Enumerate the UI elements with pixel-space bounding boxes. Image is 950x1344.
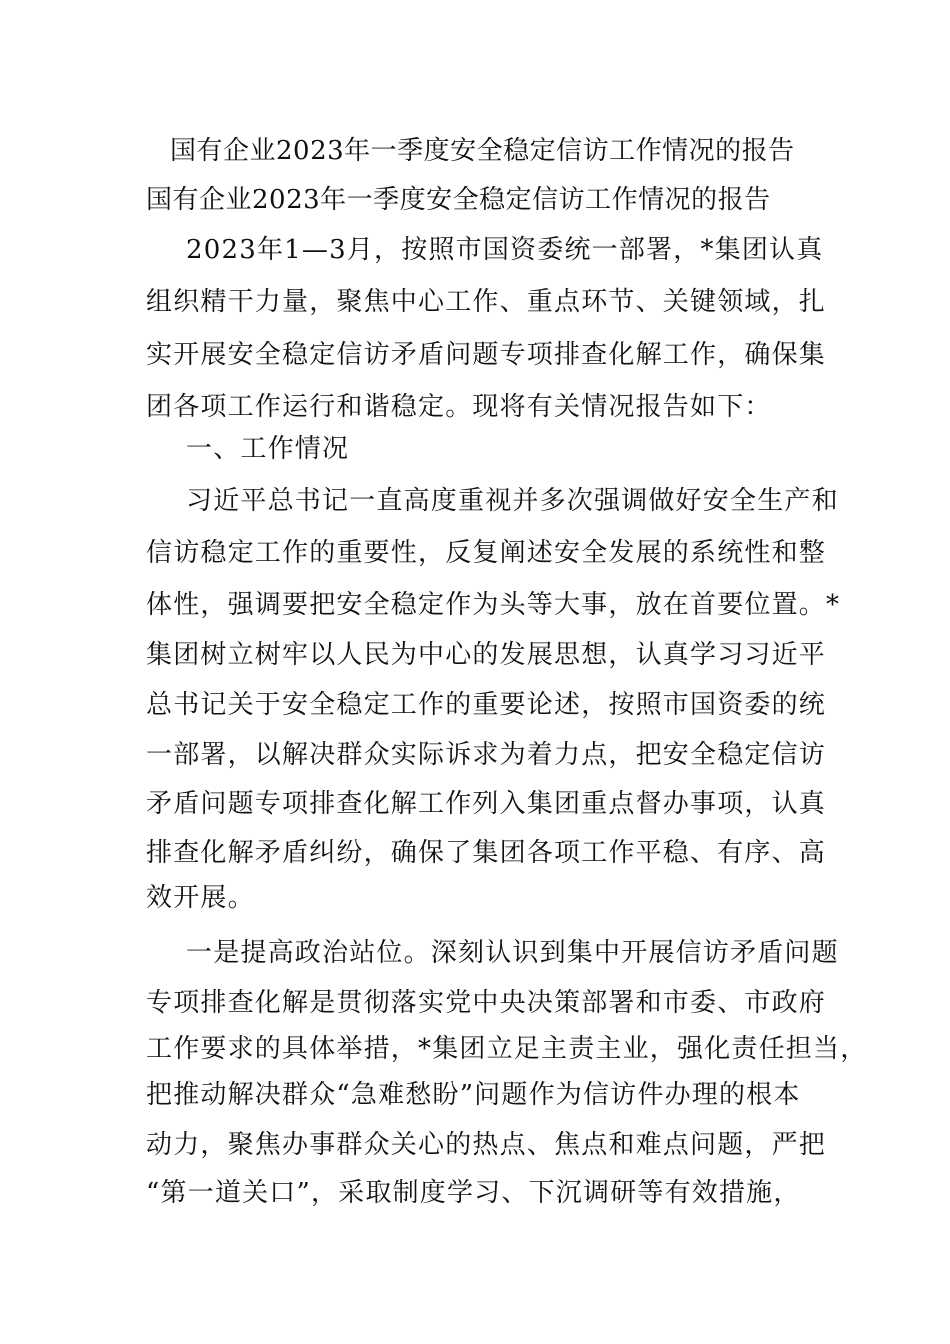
paragraph-line: 动力，聚焦办事群众关心的热点、焦点和难点问题，严把 <box>146 1130 827 1160</box>
paragraph-line: 2023年1—3月，按照市国资委统一部署，*集团认真 <box>186 235 824 265</box>
paragraph-line: “第一道关口”，采取制度学习、下沉调研等有效措施， <box>146 1178 801 1208</box>
paragraph-line: 一是提高政治站位。深刻认识到集中开展信访矛盾问题 <box>186 938 839 968</box>
paragraph-line: 工作要求的具体举措，*集团立足主责主业，强化责任担当， <box>146 1034 868 1064</box>
paragraph-line: 把推动解决群众“急难愁盼”问题作为信访件办理的根本 <box>146 1080 801 1110</box>
paragraph-line: 一部署，以解决群众实际诉求为着力点，把安全稳定信访 <box>146 740 827 770</box>
paragraph-line: 专项排查化解是贯彻落实党中央决策部署和市委、市政府 <box>146 988 827 1018</box>
document-title-secondary: 国有企业2023年一季度安全稳定信访工作情况的报告 <box>146 185 771 215</box>
paragraph-line: 排查化解矛盾纠纷，确保了集团各项工作平稳、有序、高 <box>146 838 827 868</box>
document-title-primary: 国有企业2023年一季度安全稳定信访工作情况的报告 <box>170 136 795 166</box>
paragraph-line: 总书记关于安全稳定工作的重要论述，按照市国资委的统 <box>146 690 827 720</box>
paragraph-line: 矛盾问题专项排查化解工作列入集团重点督办事项，认真 <box>146 789 827 819</box>
paragraph-line: 体性，强调要把安全稳定作为头等大事，放在首要位置。* <box>146 590 841 620</box>
paragraph-line: 效开展。 <box>146 883 255 913</box>
paragraph-line: 信访稳定工作的重要性，反复阐述安全发展的系统性和整 <box>146 538 827 568</box>
paragraph-line: 实开展安全稳定信访矛盾问题专项排查化解工作，确保集 <box>146 340 827 370</box>
paragraph-line: 习近平总书记一直高度重视并多次强调做好安全生产和 <box>186 486 839 516</box>
paragraph-line: 组织精干力量，聚焦中心工作、重点环节、关键领域，扎 <box>146 287 827 317</box>
paragraph-line: 团各项工作运行和谐稳定。现将有关情况报告如下： <box>146 392 772 422</box>
section-heading: 一、工作情况 <box>186 434 350 464</box>
paragraph-line: 集团树立树牢以人民为中心的发展思想，认真学习习近平 <box>146 640 827 670</box>
